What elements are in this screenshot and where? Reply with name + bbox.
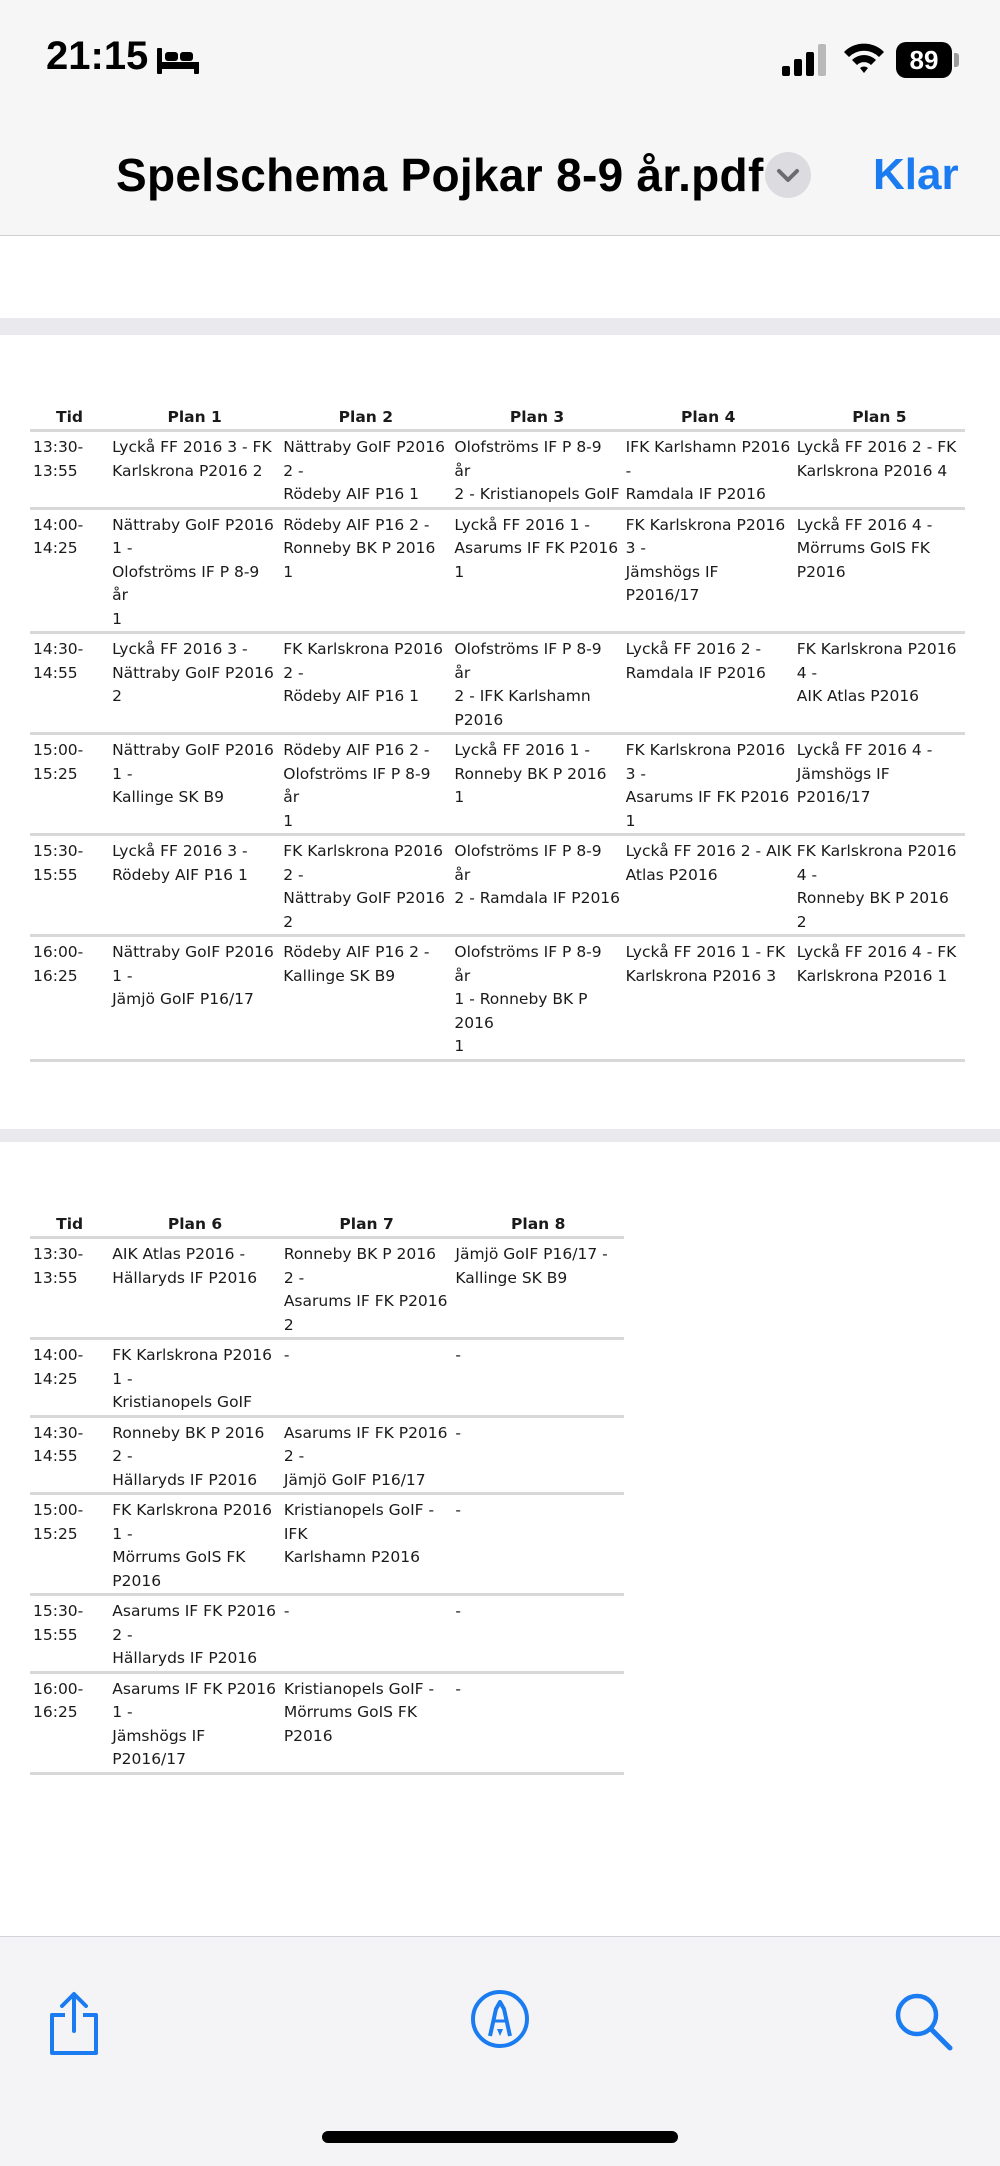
document-title: Spelschema Pojkar 8-9 år.pdf (116, 149, 764, 201)
search-icon[interactable] (893, 1991, 955, 2053)
match-cell: Olofströms IF P 8-9 år 2 - Ramdala IF P2016 (451, 835, 622, 936)
done-button[interactable]: Klar (873, 150, 959, 199)
match-cell: - (452, 1494, 624, 1595)
bottom-toolbar (0, 1936, 1000, 2166)
table-row (30, 1595, 624, 1673)
time-cell: 13:30- 13:55 (30, 1238, 109, 1339)
match-cell: - (281, 1595, 453, 1673)
share-icon[interactable] (46, 1991, 102, 2057)
schedule-table-plan-6-8 (30, 1212, 624, 1775)
match-cell: - (452, 1416, 624, 1494)
match-cell: Jämjö GoIF P16/17 - Kallinge SK B9 (452, 1238, 624, 1339)
match-cell: Lyckå FF 2016 1 - Ronneby BK P 2016 1 (451, 734, 622, 835)
match-cell: FK Karlskrona P2016 3 - Asarums IF FK P2016 1 (623, 734, 794, 835)
match-cell: Lyckå FF 2016 4 - Mörrums GoIS FK P2016 (794, 508, 965, 633)
column-header: Plan 3 (451, 405, 622, 431)
schedule-table-plan-1-5 (30, 405, 965, 1062)
table-row (30, 835, 965, 936)
time-cell: 15:00- 15:25 (30, 1494, 109, 1595)
table-row (30, 1339, 624, 1417)
match-cell: Rödeby AIF P16 2 - Kallinge SK B9 (280, 936, 451, 1061)
match-cell: Lyckå FF 2016 1 - FK Karlskrona P2016 3 (623, 936, 794, 1061)
match-cell: Lyckå FF 2016 4 - Jämshögs IF P2016/17 (794, 734, 965, 835)
column-header: Plan 2 (280, 405, 451, 431)
match-cell: AIK Atlas P2016 - Hällaryds IF P2016 (109, 1238, 281, 1339)
match-cell: Lyckå FF 2016 2 - Ramdala IF P2016 (623, 633, 794, 734)
match-cell: FK Karlskrona P2016 2 - Rödeby AIF P16 1 (280, 633, 451, 734)
match-cell: Olofströms IF P 8-9 år 1 - Ronneby BK P 2016 1 (451, 936, 622, 1061)
table-row (30, 734, 965, 835)
table-row (30, 633, 965, 734)
match-cell: Kristianopels GoIF - Mörrums GoIS FK P2016 (281, 1672, 453, 1773)
match-cell: Olofströms IF P 8-9 år 2 - Kristianopels GoIF (451, 431, 622, 509)
pdf-page-3[interactable] (0, 1142, 1000, 1936)
match-cell: Kristianopels GoIF - IFK Karlshamn P2016 (281, 1494, 453, 1595)
bed-icon (156, 46, 200, 76)
match-cell: Nättraby GoIF P2016 1 - Jämjö GoIF P16/17 (109, 936, 280, 1061)
match-cell: Nättraby GoIF P2016 2 - Rödeby AIF P16 1 (280, 431, 451, 509)
match-cell: - (452, 1595, 624, 1673)
match-cell: Lyckå FF 2016 3 - Rödeby AIF P16 1 (109, 835, 280, 936)
match-cell: FK Karlskrona P2016 3 - Jämshögs IF P2016/17 (623, 508, 794, 633)
status-time: 21:15 (46, 34, 149, 78)
time-cell: 15:30- 15:55 (30, 1595, 109, 1673)
schedule-body (30, 431, 965, 1061)
chevron-down-icon (765, 152, 811, 198)
table-header-row (30, 405, 965, 431)
match-cell: IFK Karlshamn P2016 - Ramdala IF P2016 (623, 431, 794, 509)
match-cell: - (281, 1339, 453, 1417)
match-cell: Ronneby BK P 2016 2 - Asarums IF FK P2016 2 (281, 1238, 453, 1339)
match-cell: - (452, 1672, 624, 1773)
match-cell: Lyckå FF 2016 1 - Asarums IF FK P2016 1 (451, 508, 622, 633)
pdf-page-1[interactable] (0, 236, 1000, 318)
time-cell: 16:00- 16:25 (30, 1672, 109, 1773)
table-row (30, 1494, 624, 1595)
match-cell: Lyckå FF 2016 4 - FK Karlskrona P2016 1 (794, 936, 965, 1061)
wifi-icon (842, 40, 886, 74)
match-cell: FK Karlskrona P2016 4 - AIK Atlas P2016 (794, 633, 965, 734)
match-cell: Asarums IF FK P2016 1 - Jämshögs IF P2016/17 (109, 1672, 281, 1773)
table-row (30, 936, 965, 1061)
column-header: Plan 1 (109, 405, 280, 431)
match-cell: FK Karlskrona P2016 4 - Ronneby BK P 2016 2 (794, 835, 965, 936)
match-cell: FK Karlskrona P2016 1 - Mörrums GoIS FK P2016 (109, 1494, 281, 1595)
match-cell: Lyckå FF 2016 3 - Nättraby GoIF P2016 2 (109, 633, 280, 734)
markup-icon[interactable] (470, 1989, 530, 2049)
column-header: Tid (30, 405, 109, 431)
time-cell: 15:30- 15:55 (30, 835, 109, 936)
match-cell: Olofströms IF P 8-9 år 2 - IFK Karlshamn P2016 (451, 633, 622, 734)
time-cell: 14:30- 14:55 (30, 1416, 109, 1494)
column-header: Plan 4 (623, 405, 794, 431)
match-cell: - (452, 1339, 624, 1417)
top-bar (0, 0, 1000, 236)
match-cell: Ronneby BK P 2016 2 - Hällaryds IF P2016 (109, 1416, 281, 1494)
match-cell: Nättraby GoIF P2016 1 - Kallinge SK B9 (109, 734, 280, 835)
battery-icon (896, 42, 960, 78)
match-cell: Asarums IF FK P2016 2 - Jämjö GoIF P16/17 (281, 1416, 453, 1494)
match-cell: FK Karlskrona P2016 1 - Kristianopels GoIF (109, 1339, 281, 1417)
match-cell: Asarums IF FK P2016 2 - Hällaryds IF P2016 (109, 1595, 281, 1673)
table-row (30, 431, 965, 509)
match-cell: Lyckå FF 2016 3 - FK Karlskrona P2016 2 (109, 431, 280, 509)
time-cell: 14:00- 14:25 (30, 508, 109, 633)
column-header: Plan 7 (281, 1212, 453, 1238)
table-row (30, 1416, 624, 1494)
time-cell: 14:00- 14:25 (30, 1339, 109, 1417)
time-cell: 16:00- 16:25 (30, 936, 109, 1061)
time-cell: 15:00- 15:25 (30, 734, 109, 835)
signal-icon (782, 44, 828, 76)
column-header: Tid (30, 1212, 109, 1238)
schedule-body (30, 1238, 624, 1774)
column-header: Plan 6 (109, 1212, 281, 1238)
time-cell: 14:30- 14:55 (30, 633, 109, 734)
table-header-row (30, 1212, 624, 1238)
table-row (30, 508, 965, 633)
battery-level: 89 (896, 42, 952, 78)
column-header: Plan 5 (794, 405, 965, 431)
match-cell: Lyckå FF 2016 2 - FK Karlskrona P2016 4 (794, 431, 965, 509)
time-cell: 13:30- 13:55 (30, 431, 109, 509)
match-cell: FK Karlskrona P2016 2 - Nättraby GoIF P2016 2 (280, 835, 451, 936)
match-cell: Nättraby GoIF P2016 1 - Olofströms IF P 8-9 år 1 (109, 508, 280, 633)
home-indicator[interactable] (322, 2131, 678, 2143)
match-cell: Rödeby AIF P16 2 - Ronneby BK P 2016 1 (280, 508, 451, 633)
table-row (30, 1238, 624, 1339)
table-row (30, 1672, 624, 1773)
document-menu-button[interactable] (765, 152, 811, 198)
match-cell: Lyckå FF 2016 2 - AIK Atlas P2016 (623, 835, 794, 936)
pdf-page-2[interactable] (0, 335, 1000, 1129)
column-header: Plan 8 (452, 1212, 624, 1238)
match-cell: Rödeby AIF P16 2 - Olofströms IF P 8-9 år 1 (280, 734, 451, 835)
